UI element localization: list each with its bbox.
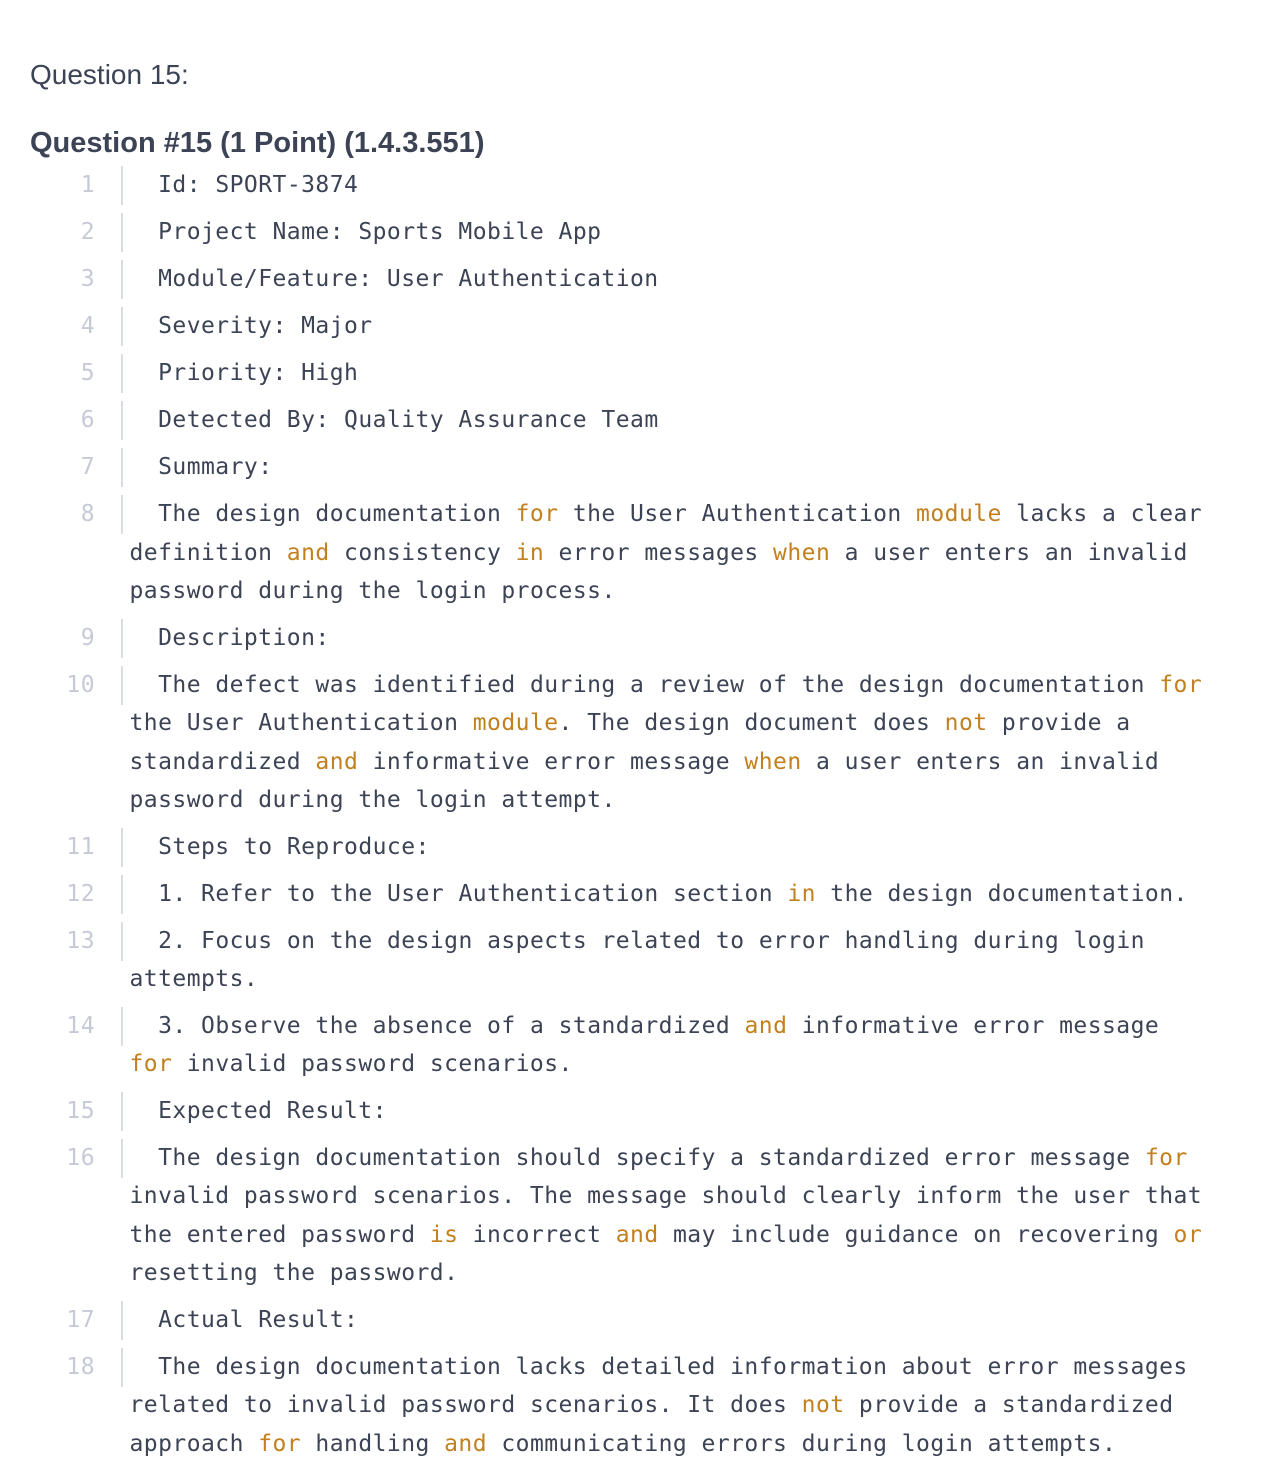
- code-line: [30, 666, 1242, 820]
- code-line: [30, 260, 1242, 299]
- keyword-token: and: [286, 539, 330, 566]
- line-text: Description:: [158, 624, 330, 651]
- keyword-token: in: [787, 880, 816, 907]
- keyword-token: and: [315, 748, 359, 775]
- line-divider: [121, 1092, 123, 1131]
- code-line: [30, 166, 1242, 205]
- line-divider: [121, 307, 123, 346]
- line-number: 1: [80, 172, 95, 198]
- line-text: Detected By: Quality Assurance Team: [158, 407, 659, 433]
- line-text: Actual Result:: [158, 1306, 359, 1333]
- line-number: 9: [80, 624, 95, 651]
- line-divider: [121, 1007, 123, 1046]
- keyword-token: and: [744, 1012, 788, 1039]
- line-text: 1. Refer to the User Authentication section in the design documentation.: [158, 880, 1188, 907]
- line-number: 8: [80, 501, 95, 527]
- question-title: Question #15 (1 Point) (1.4.3.551): [30, 127, 485, 159]
- line-divider: [121, 619, 123, 658]
- line-divider: [121, 1301, 123, 1340]
- line-text: Id: SPORT-3874: [158, 172, 359, 198]
- line-text: The design documentation should specify a standardized error message for invalid password scenarios. The message should clearly inform the user that the entered password is incorrect and may include guidance on recovering or resetting the password.: [129, 1144, 1203, 1286]
- line-number: 5: [80, 360, 95, 386]
- line-number: 14: [66, 1012, 95, 1039]
- line-number: 7: [80, 454, 95, 480]
- line-text: Severity: Major: [158, 313, 373, 339]
- line-text: Project Name: Sports Mobile App: [158, 219, 602, 245]
- code-line: [30, 828, 1242, 867]
- code-line: [30, 619, 1242, 658]
- question-label: Question 15:: [30, 59, 189, 90]
- keyword-token: or: [1173, 1221, 1203, 1248]
- keyword-token: module: [472, 710, 559, 736]
- line-divider: [121, 166, 123, 205]
- line-number: 18: [66, 1353, 95, 1380]
- line-divider: [121, 1139, 123, 1178]
- code-line: [30, 922, 1242, 999]
- line-number: 17: [66, 1306, 95, 1333]
- code-block: [30, 166, 1242, 1463]
- line-text: The design documentation lacks detailed information about error messages related to invalid password scenarios. It does not provide a standardized approach for handling and communicating errors during login attempts.: [129, 1353, 1188, 1457]
- line-divider: [121, 354, 123, 393]
- code-line: [30, 1301, 1242, 1340]
- line-number: 4: [80, 313, 95, 339]
- keyword-token: not: [801, 1392, 845, 1418]
- code-line: [30, 875, 1242, 914]
- code-line: [30, 448, 1242, 487]
- line-text: 2. Focus on the design aspects related to error handling during login attempts.: [129, 927, 1145, 992]
- keyword-token: for: [258, 1430, 302, 1457]
- keyword-token: in: [515, 539, 545, 566]
- line-divider: [121, 922, 123, 961]
- code-line: [30, 307, 1242, 346]
- code-line: [30, 401, 1242, 440]
- code-line: [30, 213, 1242, 252]
- line-divider: [121, 495, 123, 534]
- line-divider: [121, 828, 123, 867]
- line-text: Module/Feature: User Authentication: [158, 266, 659, 292]
- line-text: Expected Result:: [158, 1097, 387, 1124]
- line-number: 10: [66, 671, 95, 698]
- line-number: 2: [80, 219, 95, 245]
- code-line: [30, 1092, 1242, 1131]
- line-divider: [121, 1348, 123, 1387]
- line-divider: [121, 260, 123, 299]
- keyword-token: and: [444, 1430, 488, 1457]
- keyword-token: for: [129, 1051, 173, 1077]
- line-divider: [121, 448, 123, 487]
- code-line: [30, 1348, 1242, 1464]
- line-number: 13: [66, 927, 95, 954]
- line-divider: [121, 401, 123, 440]
- line-text: Steps to Reproduce:: [158, 833, 430, 860]
- keyword-token: and: [615, 1221, 659, 1248]
- line-divider: [121, 875, 123, 914]
- keyword-token: module: [916, 501, 1002, 527]
- code-line: [30, 495, 1242, 611]
- line-number: 6: [80, 407, 95, 433]
- line-number: 15: [66, 1097, 95, 1124]
- line-number: 11: [66, 833, 95, 860]
- keyword-token: for: [1144, 1144, 1188, 1171]
- keyword-token: not: [944, 710, 988, 736]
- line-text: 3. Observe the absence of a standardized and informative error message for invalid password scenarios.: [129, 1012, 1160, 1077]
- line-text: The defect was identified during a review of the design documentation for the User Authentication module. The design document does not provide a standardized and informative error message when a user enters an invalid password during the login attempt.: [129, 671, 1203, 813]
- keyword-token: for: [515, 501, 559, 527]
- code-line: [30, 354, 1242, 393]
- line-divider: [121, 666, 123, 705]
- line-number: 3: [80, 266, 95, 292]
- keyword-token: for: [1159, 671, 1203, 698]
- keyword-token: when: [744, 748, 802, 775]
- line-text: Summary:: [158, 454, 273, 480]
- code-line: [30, 1139, 1242, 1293]
- keyword-token: is: [429, 1221, 459, 1248]
- line-number: 16: [66, 1144, 95, 1171]
- line-divider: [121, 213, 123, 252]
- keyword-token: when: [773, 539, 831, 566]
- code-line: [30, 1007, 1242, 1084]
- line-text: The design documentation for the User Authentication module lacks a clear definition and consistency in error messages when a user enters an invalid password during the login process.: [129, 501, 1203, 604]
- line-number: 12: [66, 880, 95, 907]
- line-text: Priority: High: [158, 360, 359, 386]
